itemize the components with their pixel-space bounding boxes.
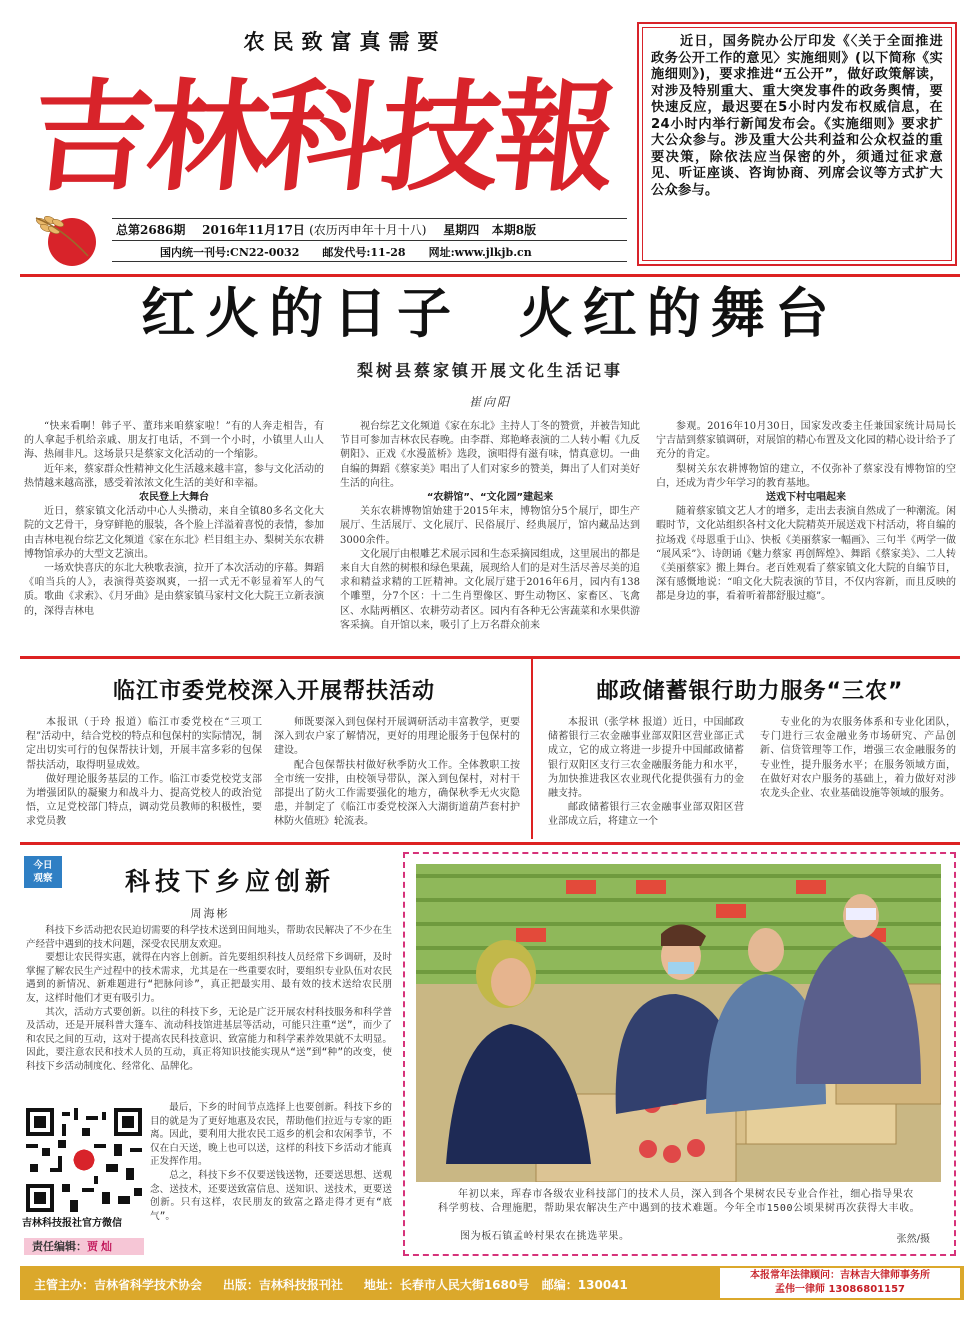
opinion-p3: 其次，活动方式要创新。以往的科技下乡，无论是广泛开展农村科技服务和科学普及活动，还是开展科普大篷车、流动科技馆进基层等活动，可能只注重“送”，而少了和农民之间的互动，这对于提高农民科技意识、致富能力和科学素养效果就不太明显。因此，要注意农民和技术人员的互动，真正将知识技能实现从“送”到“种”的改变，使科技下乡活动制度化、经常化、品牌化。 <box>26 1006 392 1072</box>
lead-c2-p2: 关东农耕博物馆始建于2015年末，博物馆分5个展厅，即生产展厅、生活展厅、文化展厅、民俗展厅、经典展厅，馆内藏品达到3000余件。 <box>340 506 640 546</box>
lead-c1-p2: 近年来，蔡家群众性精神文化生活越来越丰富，参与文化活动的热情越来越高涨，感受着浓浓文化生活的美好和幸福。 <box>24 463 324 489</box>
masthead <box>20 18 630 270</box>
lead-column-1 <box>24 420 324 619</box>
opinion-tag <box>24 856 62 888</box>
photo-caption <box>438 1188 924 1216</box>
masthead-name: 吉林科技報 <box>24 67 620 208</box>
photo-caption-text: 年初以来，珲春市各级农业科技部门的技术人员，深入到各个果树农民专业合作社，细心指导果农科学剪枝、合理施肥，帮助果农解决生产中遇到的技术难题。今年全市1500公顷果树再次获得大丰收。 <box>438 1189 921 1214</box>
story2-headline: 临江市委党校深入开展帮扶活动 <box>112 679 435 704</box>
opinion-p5: 总之，科技下乡不仅要送钱送物，还要送思想、送观念、送技术，还要送致富信息、送知识、送技术，更要送创新。只有这样，农民朋友的致富之路走得才更有“底气”。 <box>150 1169 392 1222</box>
rule-mid <box>20 656 960 659</box>
footer-publisher: 出版：吉林科技报刊社 <box>222 1278 343 1292</box>
story2-column-2 <box>274 716 520 830</box>
editor-label: 责任编辑： <box>32 1240 87 1253</box>
website: 网址:www.jlkjb.cn <box>428 246 532 259</box>
footer-bar <box>20 1266 964 1300</box>
opinion-tag-line2: 观察 <box>33 873 53 884</box>
masthead-slogan: 农民致富真需要 <box>243 30 447 54</box>
lead-c2-p1: 视台综艺文化频道《家在东北》主持人丁冬的赞赏，并被告知此节目可参加吉林农民春晚。由李群、郑艳峰表演的二人转小帽《九反朝阳》、正戏《水漫蓝桥》选段，演唱得有滋有味，情真意切。一曲自编的舞蹈《蔡家美》唱出了人们对家乡的赞美，舞出了人们对美好生活的向往。 <box>340 421 640 489</box>
footer-sponsor: 主管主办：吉林省科学技术协会 <box>34 1278 203 1292</box>
page-count: 本期8版 <box>491 223 537 237</box>
story3-c2-p1: 专业化的为农服务体系和专业化团队，专门进行三农金融业务市场研究、产品创新、信贷管理等工作，增强三农金融服务的专业性，提升服务水平；在服务领域方面，在做好对农户服务的基础上，着力做好对涉农龙头企业、农业基础设施等领域的服务。 <box>760 717 956 800</box>
lead-c3-p1: 参观。2016年10月30日，国家发改委主任兼国家统计局局长宁吉喆到蔡家镇调研，对展馆的精心布置及文化园的精心设计给予了充分的肯定。 <box>656 421 956 461</box>
opinion-p2: 要想让农民得实惠，就得在内容上创新。首先要组织科技人员经常下乡调研，及时掌握了解农民生产过程中的技术需求，尤其是在一些重要农时，要组织专业队伍对农民遇到的新情况、新难题进行“把脉问诊”，真正把最实用、最有效的技术送给农民朋友，这样时他们才更有吸引力。 <box>26 952 392 1004</box>
lead-c2-p3: 文化展厅由根雕艺术展示园和生态采摘园组成，这里展出的都是来自大自然的树根和绿色果蔬，展现给人们的是对生活尽善尽美的追求和精益求精的工匠精神。文化展厅建于2016年6月，园内有138个雕塑，分7个区：十二生肖塑像区、野生动物区、家畜区、飞禽区、水陆两栖区、农耕劳动者区。园内有各种无公害蔬菜和水果供游客采摘。自开馆以来，吸引了上万名群众前来 <box>340 548 640 631</box>
lead-c1-p4: 一场欢快喜庆的东北大秧歌表演，拉开了本次活动的序幕。舞蹈《咱当兵的人》，表演得英姿飒爽，一招一式无不彰显着军人的气质。歌曲《求索》、《月牙曲》是由蔡家镇马家村文化大院王立新表演的，深得吉林电 <box>24 563 324 617</box>
photo-credit: 张然/摄 <box>896 1234 930 1245</box>
lead-subhead: 梨树县蔡家镇开展文化生活记事 <box>356 361 623 380</box>
photo-apple-sorting <box>416 864 941 1182</box>
opinion-p4: 最后，下乡的时间节点选择上也要创新。科技下乡的目的就是为了更好地惠及农民，帮助他们拉近与专家的距离。因此，要利用大批农民工返乡的机会和农闲季节，不仅在白天送，晚上也可以送，这样的科技下乡活动才能真正发挥作用。 <box>150 1102 392 1168</box>
opinion-headline: 科技下乡应创新 <box>124 867 335 896</box>
story3-column-2 <box>760 716 956 801</box>
lead-column-3 <box>656 420 956 605</box>
lead-c1-p1: “快来看啊！韩子平、董玮来咱蔡家啦！”有的人奔走相告，有的人拿起手机给亲戚、朋友打电话，不到一个小时，小镇里人山人海、热闹非凡。这场景只是蔡家文化活动的一个缩影。 <box>24 421 324 461</box>
story2-c2-p2: 配合包保帮扶村做好秋季防火工作。全体教职工按全市统一安排，由校领导带队，深入到包保村，对村干部提出了防火工作需要强化的地方，确保秋季无火灾隐患，并制定了《临江市委党校深入大湖街道葫芦套村护林防火值班》轮流表。 <box>274 759 520 828</box>
opinion-author: 周海彬 <box>190 907 230 920</box>
masthead-codes-row <box>160 244 640 260</box>
qr-label: 吉林科技报社官方微信 <box>22 1218 122 1229</box>
qr-code <box>26 1108 142 1212</box>
story2-c2-p1: 师既要深入到包保村开展调研活动丰富教学，更要深入到农户家了解情况，更好的用理论服务于包保村的建设。 <box>274 717 520 757</box>
rule-top <box>20 274 960 277</box>
story2-c1-p2: 做好理论服务基层的工作。临江市委党校党支部为增强团队的凝聚力和战斗力、提高党校人的政治觉悟，立足党校部门特点，调动党员教师的积极性，要求党员教 <box>26 773 262 828</box>
story3-headline: 邮政储蓄银行助力服务“三农” <box>596 679 904 704</box>
footer-address: 地址：长春市人民大街1680号 <box>363 1278 530 1292</box>
lead-c3-p3: 随着蔡家镇文艺人才的增多，走出去表演自然成了一种潮流。闲暇时节，文化站组织各村文化大院精英开展送戏下村活动，将自编的拉场戏《母恩重于山》、快板《美丽蔡家一幅画》、三句半《两学一做 “展风采”》、诗朗诵《魅力蔡家 再创辉煌》、舞蹈《蔡家美》、二人转《美丽蔡家》搬上舞台。老百姓观看了蔡家镇文化大院的自编节目，深有感慨地说：“咱文化大院表演的节目，不仅内容新，而且反映的都是身边的事，看着听着都舒服过瘾”。 <box>656 506 956 603</box>
story3-column-1 <box>548 716 744 830</box>
issue-number: 总第2686期 <box>116 223 186 237</box>
lead-c2-subhead: “农耕馆”、“文化园”建起来 <box>426 492 554 504</box>
lead-c1-p3: 近日，蔡家镇文化活动中心人头攒动，来自全镇80多名文化大院的文艺骨干，身穿鲜艳的服装，各个脸上洋溢着喜悦的表情，参加由吉林电视台综艺文化频道《家在东北》栏目组主办、梨树关东农耕博物馆承办的大型文艺演出。 <box>24 506 324 560</box>
cn-code: 国内统一刊号:CN22-0032 <box>160 246 300 259</box>
story2-c1-p1: 本报讯（于玲 报道）临江市委党校在“三项工程”活动中，结合党校的特点和包保村的实际情况，制定出切实可行的包保帮扶计划，开展丰富多彩的包保帮扶活动，取得明显成效。 <box>26 717 262 771</box>
footer-lawyer: 孟伟一律师 13086801157 <box>774 1284 906 1295</box>
footer-legal: 本报常年法律顾问：吉林吉大律师事务所 <box>750 1270 930 1281</box>
opinion-body-top <box>26 924 392 1074</box>
photo-caption-2: 图为板石镇孟岭村果农在挑选苹果。 <box>460 1231 630 1242</box>
opinion-body-bottom <box>150 1101 392 1223</box>
story2-column-1 <box>26 716 262 830</box>
lunar-date: (农历丙申年十月十八) <box>309 223 427 237</box>
lead-column-2 <box>340 420 640 633</box>
editor-bar <box>24 1238 144 1255</box>
lead-c3-p2: 梨树关东农耕博物馆的建立，不仅弥补了蔡家没有博物馆的空白，还成为青少年学习的教育基地。 <box>656 463 956 489</box>
footer-legal-box <box>720 1268 960 1298</box>
opinion-p1: 科技下乡活动把农民迫切需要的科学技术送到田间地头，帮助农民解决了不少在生产经营中遇到的技术问题，深受农民朋友欢迎。 <box>26 925 392 950</box>
wheat-logo-icon <box>32 208 98 268</box>
opinion-tag-line1: 今日 <box>33 860 53 871</box>
notice-text: 近日，国务院办公厅印发《〈关于全面推进政务公开工作的意见〉实施细则》(以下简称《实施细则》)，要求推进“五公开”，做好政策解读，对涉及特别重大、重大突发事件的政务舆情，要快速反应，最迟要在5小时内发布权威信息，在24小时内举行新闻发布会。《实施细则》要求扩大公众参与。涉及重大公共利益和公众权益的重要决策，除依法应当保密的外，须通过征求意见、听证座谈、咨询协商、列席会议等方式扩大公众参与。 <box>651 34 943 198</box>
postal-code: 邮发代号:11-28 <box>322 246 406 259</box>
weekday: 星期四 <box>443 223 480 237</box>
lead-c3-subhead: 送戏下村屯唱起来 <box>766 492 846 504</box>
masthead-info-row <box>116 221 631 238</box>
notice-box <box>637 22 957 266</box>
lead-author: 崔向阳 <box>468 395 511 409</box>
story3-c1-p1: 本报讯（张学林 报道）近日，中国邮政储蓄银行三农金融事业部双阳区营业部正式成立，它的成立将进一步提升中国邮政储蓄银行双阳区支行三农金融服务能力和水平，为加快推进我区农业现代化提供强有力的金融支持。 <box>548 717 744 800</box>
rule-vertical <box>531 659 533 839</box>
rule-lower <box>20 842 960 845</box>
footer-zip: 邮编：130041 <box>541 1278 628 1292</box>
editor-name: 贾灿 <box>87 1240 115 1253</box>
lead-c1-subhead: 农民登上大舞台 <box>139 492 209 504</box>
story3-c1-p2: 邮政储蓄银行三农金融事业部双阳区营业部成立后，将建立一个 <box>548 802 744 828</box>
lead-headline: 红火的日子 火红的舞台 <box>141 282 839 345</box>
issue-date: 2016年11月17日 <box>202 223 305 237</box>
